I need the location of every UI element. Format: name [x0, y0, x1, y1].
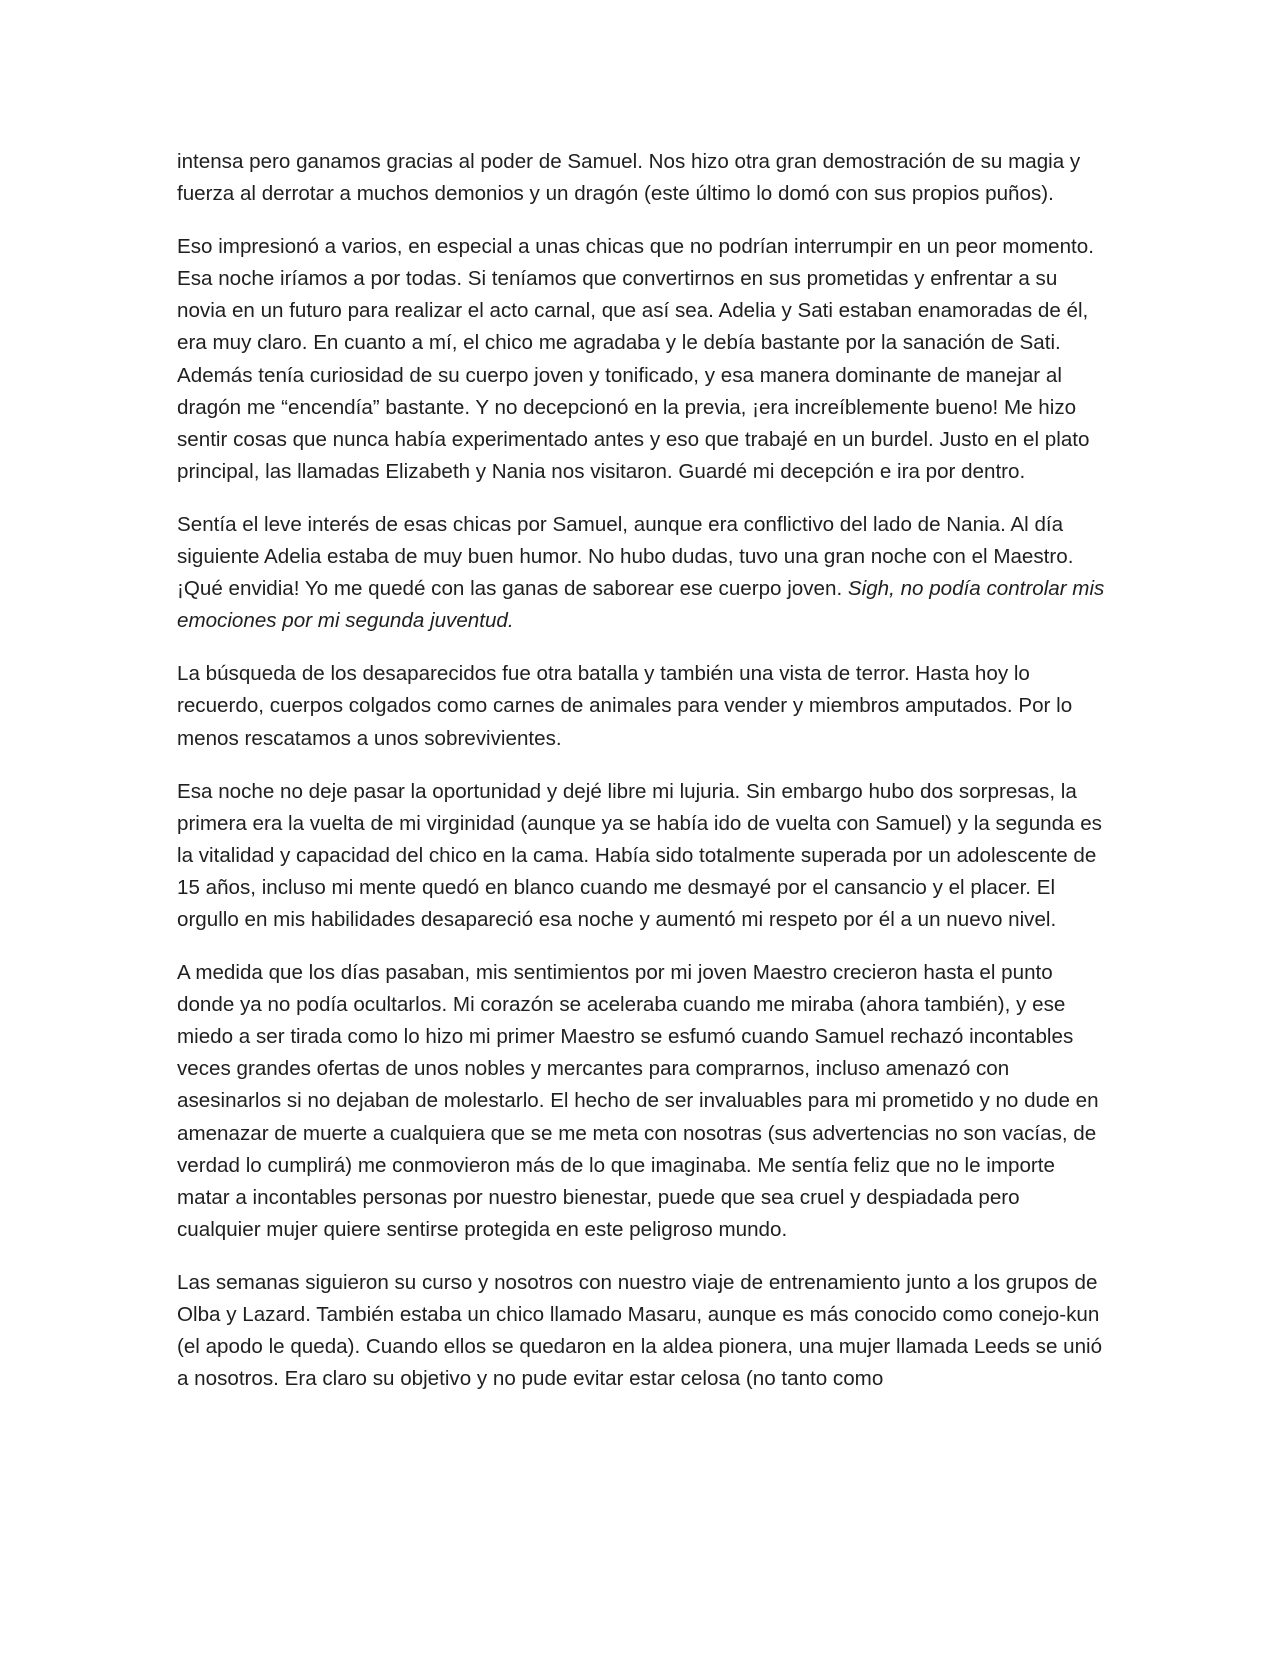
paragraph-7-text: Las semanas siguieron su curso y nosotros con nuestro viaje de entrenamiento junto a los grupos de Olba y Lazard. También estaba un chico llamado Masaru, aunque es más conocido como conejo-kun (el apodo le queda). Cuando ellos se quedaron en la aldea pionera, una mujer llamada Leeds se unió a nosotros. Era claro su objetivo y no pude evitar estar celosa (no tanto como — [177, 1270, 1103, 1391]
paragraph-6 — [177, 957, 1107, 1246]
paragraph-3 — [177, 509, 1107, 637]
paragraph-5-text: Esa noche no deje pasar la oportunidad y dejé libre mi lujuria. Sin embargo hubo dos sorpresas, la primera era la vuelta de mi virginidad (aunque ya se había ido de vuelta con Samuel) y la segunda es la vitalidad y capacidad del chico en la cama. Había sido totalmente superada por un adolescente de 15 años, incluso mi mente quedó en blanco cuando me desmayé por el cansancio y el placer. El orgullo en mis habilidades desapareció esa noche y aumentó mi respeto por él a un nuevo nivel. — [177, 779, 1102, 931]
paragraph-3-text: Sentía el leve interés de esas chicas por Samuel, aunque era conflictivo del lado de Nania. Al día siguiente Adelia estaba de muy buen humor. No hubo dudas, tuvo una gran noche con el Maestro. ¡Qué envidia! Yo me quedé con las ganas de saborear ese cuerpo joven. — [177, 512, 1074, 601]
paragraph-2-text: Eso impresionó a varios, en especial a unas chicas que no podrían interrumpir en un peor momento. Esa noche iríamos a por todas. Si teníamos que convertirnos en sus prometidas y enfrentar a su novia en un futuro para realizar el acto carnal, que así sea. Adelia y Sati estaban enamoradas de él, era muy claro. En cuanto a mí, el chico me agradaba y le debía bastante por la sanación de Sati. Además tenía curiosidad de su cuerpo joven y tonificado, y esa manera dominante de manejar al dragón me “encendía” bastante. Y no decepcionó en la previa, ¡era increíblemente bueno! Me hizo sentir cosas que nunca había experimentado antes y eso que trabajé en un burdel. Justo en el plato principal, las llamadas Elizabeth y Nania nos visitaron. Guardé mi decepción e ira por dentro. — [177, 235, 1094, 483]
paragraph-1-text: intensa pero ganamos gracias al poder de Samuel. Nos hizo otra gran demostración de su magia y fuerza al derrotar a muchos demonios y un dragón (este último lo domó con sus propios puños). — [177, 150, 1081, 206]
paragraph-7 — [177, 1267, 1107, 1395]
paragraph-3-italic-text: Sigh, no podía controlar mis emociones por mi segunda juventud. — [177, 577, 1105, 633]
paragraph-6-text: A medida que los días pasaban, mis sentimientos por mi joven Maestro crecieron hasta el punto donde ya no podía ocultarlos. Mi corazón se aceleraba cuando me miraba (ahora también), y ese miedo a ser tirada como lo hizo mi primer Maestro se esfumó cuando Samuel rechazó incontables veces grandes ofertas de unos nobles y mercantes para comprarnos, incluso amenazó con asesinarlos si no dejaban de molestarlo. El hecho de ser invaluables para mi prometido y no dude en amenazar de muerte a cualquiera que se me meta con nosotras (sus advertencias no son vacías, de verdad lo cumplirá) me conmovieron más de lo que imaginaba. Me sentía feliz que no le importe matar a incontables personas por nuestro bienestar, puede que sea cruel y despiadada pero cualquier mujer quiere sentirse protegida en este peligroso mundo. — [177, 961, 1099, 1241]
paragraph-1 — [177, 146, 1107, 210]
document-page — [177, 146, 1107, 1395]
paragraph-4 — [177, 658, 1107, 754]
paragraph-2 — [177, 231, 1107, 488]
paragraph-4-text: La búsqueda de los desaparecidos fue otra batalla y también una vista de terror. Hasta hoy lo recuerdo, cuerpos colgados como carnes de animales para vender y miembros amputados. Por lo menos rescatamos a unos sobrevivientes. — [177, 662, 1073, 750]
paragraph-5 — [177, 776, 1107, 936]
